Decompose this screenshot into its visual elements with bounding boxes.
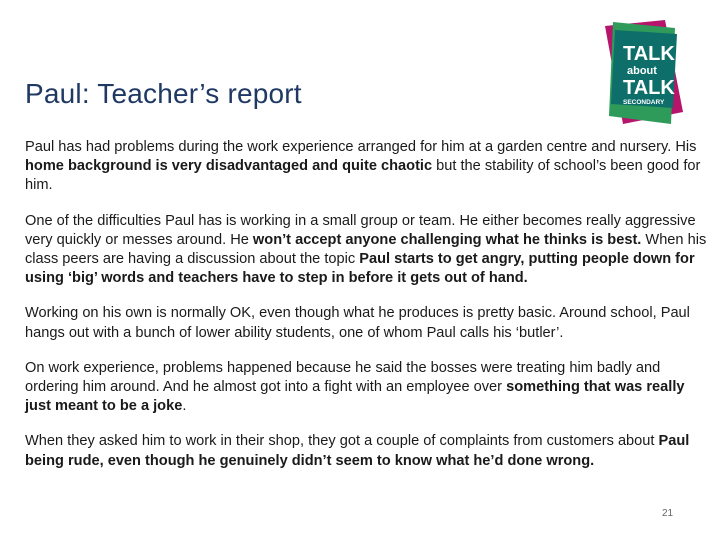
text-segment: When his class peers are having a discussion about the topic (25, 231, 707, 268)
emphasis-segment: won’t accept anyone challenging what he thinks is best. (252, 231, 642, 248)
text-segment: Working on his own is normally OK, even though what he produces is pretty basic. Around school, Paul hangs out with a bunch of lower ability students, one of whom Paul calls his ‘butler’. (25, 305, 690, 341)
paragraph-2 (25, 212, 709, 289)
emphasis-segment: home background is very disadvantaged and quite chaotic (25, 158, 433, 175)
paragraph-1 (25, 138, 709, 196)
slide-title: Paul: Teacher’s report (25, 78, 302, 109)
paragraph-4 (25, 359, 709, 417)
emphasis-segment: Paul being rude, even though he genuinely didn’t seem to know what he’d done wrong. (25, 433, 690, 469)
report-body (25, 138, 709, 487)
text-segment: . (182, 398, 187, 415)
text-segment: but the stability of school’s been good for him. (25, 158, 701, 194)
text-segment: When they asked him to work in their shop, they got a couple of complaints from customers about (25, 433, 659, 450)
logo-line1: TALK (623, 43, 675, 65)
paragraph-3 (25, 304, 709, 342)
logo-line3: TALK (623, 77, 675, 99)
text-segment: On work experience, problems happened because he said the bosses were treating him badly and ordering him around. And he almost got into a fight with an employee over (25, 359, 661, 396)
text-segment: Paul has had problems during the work experience arranged for him at a garden centre and nursery. His (25, 139, 697, 155)
emphasis-segment: Paul starts to get angry, putting people down for using ‘big’ words and teachers have to step in before it gets out of hand. (25, 251, 695, 287)
text-segment: One of the difficulties Paul has is working in a small group or team. He either becomes really aggressive very quickly or messes around. He (25, 212, 696, 248)
logo-line2: about (627, 65, 657, 77)
emphasis-segment: something that was really just meant to be a joke (25, 379, 685, 415)
talk-about-talk-logo (605, 20, 685, 132)
paragraph-5 (25, 432, 709, 470)
page-number: 21 (662, 508, 674, 519)
logo-line4: SECONDARY (623, 99, 665, 106)
